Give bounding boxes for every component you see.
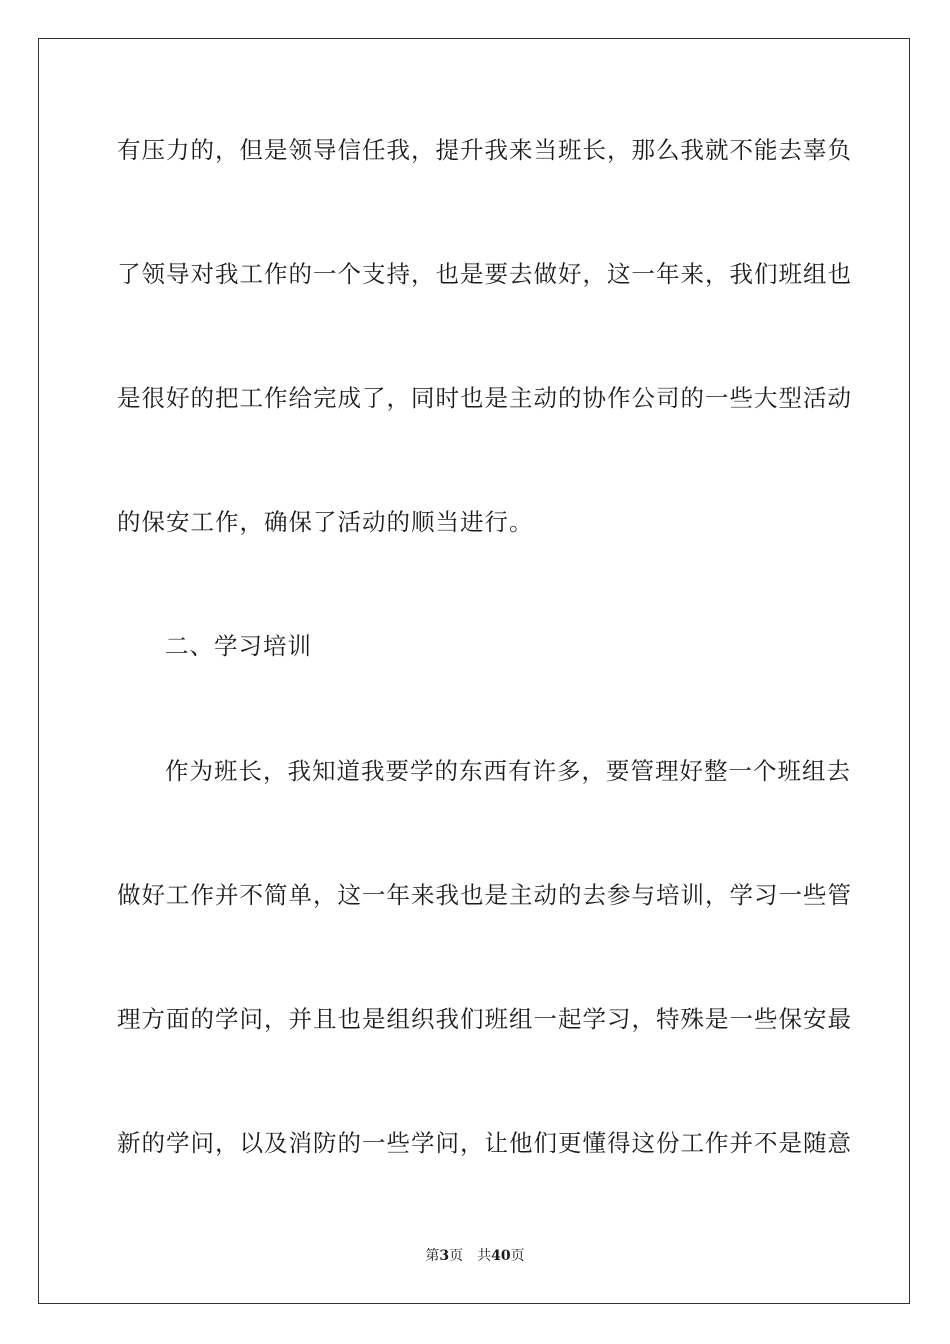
total-pages: 40 (491, 1248, 511, 1264)
page-number: 3 (439, 1248, 450, 1264)
total-prefix: 共 (477, 1248, 492, 1264)
text-line: 做好工作并不简单，这一年来我也是主动的去参与培训，学习一些管 (117, 881, 852, 909)
text-line: 的保安工作，确保了活动的顺当进行。 (117, 508, 534, 536)
text-line: 是很好的把工作给完成了，同时也是主动的协作公司的一些大型活动 (117, 384, 852, 412)
text-line: 有压力的，但是领导信任我，提升我来当班长，那么我就不能去辜负 (117, 136, 852, 164)
total-suffix: 页 (510, 1248, 525, 1264)
page-footer (0, 1246, 950, 1266)
page-suffix: 页 (449, 1248, 464, 1264)
text-line: 理方面的学问，并且也是组织我们班组一起学习，特殊是一些保安最 (117, 1005, 852, 1033)
section-heading: 二、学习培训 (165, 632, 312, 660)
text-line: 作为班长，我知道我要学的东西有许多，要管理好整一个班组去 (165, 757, 851, 785)
page-border (38, 38, 910, 1304)
page-prefix: 第 (425, 1248, 440, 1264)
text-line: 了领导对我工作的一个支持，也是要去做好，这一年来，我们班组也 (117, 260, 852, 288)
text-line: 新的学问，以及消防的一些学问，让他们更懂得这份工作并不是随意 (117, 1129, 852, 1157)
